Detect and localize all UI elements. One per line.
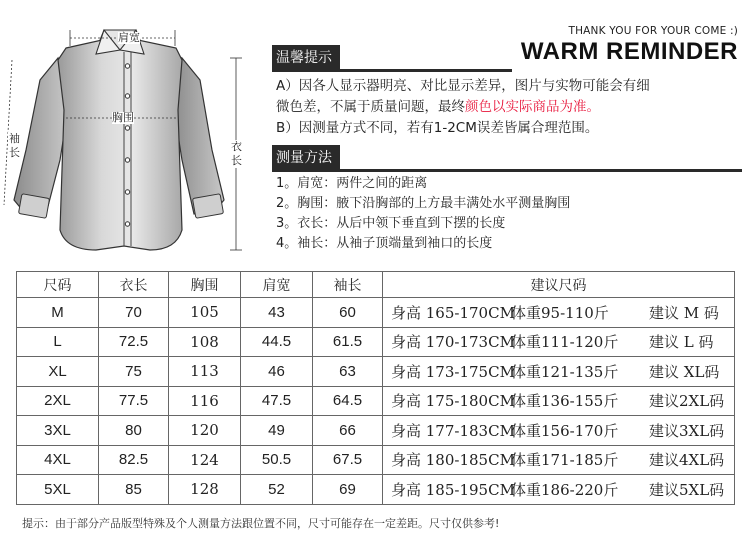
cell-size: M: [17, 298, 99, 328]
reco-advice: 建议3XL码: [649, 421, 725, 440]
table-row: [17, 298, 735, 328]
cell-length: 77.5: [99, 386, 169, 416]
reco-height: 身高 180-185CM: [391, 451, 515, 470]
reco-height: 身高 175-180CM: [391, 392, 515, 411]
table-row: [17, 386, 735, 416]
cell-recommendation: [383, 416, 735, 446]
reco-weight: 体重121-135斤: [511, 362, 619, 381]
reco-weight: 体重186-220斤: [511, 480, 619, 499]
cell-recommendation: [383, 445, 735, 475]
reco-height: 身高 185-195CM: [391, 480, 515, 499]
cell-length: 80: [99, 416, 169, 446]
cell-size: 5XL: [17, 475, 99, 505]
reco-advice: 建议 L 码: [649, 333, 714, 352]
chest-label: 胸围: [112, 111, 134, 124]
method-line-4: 4。袖长：从袖子顶端量到袖口的长度: [276, 236, 493, 251]
cell-shoulder: 46: [241, 357, 313, 387]
reco-height: 身高 165-170CM: [391, 303, 515, 322]
size-table: [16, 271, 735, 505]
reco-advice: 建议4XL码: [649, 451, 725, 470]
footnote: 提示：由于部分产品版型特殊及个人测量方法跟位置不同，尺寸可能存在一定差距。尺寸仅供参考!: [22, 517, 500, 530]
tip-line-a2-highlight: 颜色以实际商品为准。: [465, 99, 600, 115]
cell-chest: 105: [169, 298, 241, 328]
cell-shoulder: 44.5: [241, 327, 313, 357]
cell-length: 82.5: [99, 445, 169, 475]
reco-height: 身高 173-175CM: [391, 362, 515, 381]
header-sleeve: 袖长: [313, 272, 383, 298]
warm-reminder-title: WARM REMINDER: [520, 38, 738, 65]
reco-weight: 体重136-155斤: [511, 392, 619, 411]
cell-sleeve: 60: [313, 298, 383, 328]
reco-weight: 体重171-185斤: [511, 451, 619, 470]
cell-chest: 108: [169, 327, 241, 357]
thanks-text: THANK YOU FOR YOUR COME :): [568, 25, 738, 37]
reco-advice: 建议 M 码: [649, 303, 719, 322]
reco-weight: 体重156-170斤: [511, 421, 619, 440]
table-row: [17, 357, 735, 387]
cell-length: 72.5: [99, 327, 169, 357]
cell-chest: 120: [169, 416, 241, 446]
table-row: [17, 416, 735, 446]
length-label: 衣长: [231, 140, 242, 167]
reco-height: 身高 170-173CM: [391, 333, 515, 352]
cell-sleeve: 64.5: [313, 386, 383, 416]
cell-shoulder: 49: [241, 416, 313, 446]
header-advice: 建议尺码: [383, 272, 735, 298]
reco-weight: 体重95-110斤: [511, 303, 609, 322]
reco-height: 身高 177-183CM: [391, 421, 515, 440]
cell-size: 4XL: [17, 445, 99, 475]
cell-chest: 116: [169, 386, 241, 416]
cell-length: 70: [99, 298, 169, 328]
tip-line-b: B）因测量方式不同，若有1-2CM误差皆属合理范围。: [276, 120, 599, 136]
cell-recommendation: [383, 298, 735, 328]
method-line-2: 2。胸围：腋下沿胸部的上方最丰满处水平测量胸围: [276, 196, 571, 211]
cell-sleeve: 67.5: [313, 445, 383, 475]
shirt-diagram: [0, 0, 262, 262]
cell-length: 75: [99, 357, 169, 387]
table-row: [17, 327, 735, 357]
cell-sleeve: 69: [313, 475, 383, 505]
cell-size: 3XL: [17, 416, 99, 446]
section-rule: [272, 169, 742, 172]
shoulder-label: 肩宽: [118, 31, 140, 44]
table-row: [17, 445, 735, 475]
reco-advice: 建议2XL码: [649, 392, 725, 411]
tip-line-a2-text: 微色差，不属于质量问题，最终: [276, 99, 465, 115]
section-rule: [272, 69, 512, 72]
cell-shoulder: 50.5: [241, 445, 313, 475]
warm-reminder-panel: [272, 0, 742, 262]
reco-weight: 体重111-120斤: [511, 333, 619, 352]
method-line-1: 1。肩宽：两件之间的距离: [276, 176, 428, 191]
method-line-3: 3。衣长：从后中领下垂直到下摆的长度: [276, 216, 506, 231]
section-method-title: 测量方法: [272, 145, 340, 171]
tip-line-a1: A）因各人显示器明亮、对比显示差异，图片与实物可能会有细: [276, 78, 650, 94]
header-length: 衣长: [99, 272, 169, 298]
cell-size: XL: [17, 357, 99, 387]
section-tips-title: 温馨提示: [272, 45, 340, 71]
cell-sleeve: 61.5: [313, 327, 383, 357]
cell-recommendation: [383, 357, 735, 387]
cell-shoulder: 47.5: [241, 386, 313, 416]
cell-recommendation: [383, 475, 735, 505]
header-size: 尺码: [17, 272, 99, 298]
header-shoulder: 肩宽: [241, 272, 313, 298]
cell-recommendation: [383, 327, 735, 357]
cell-size: L: [17, 327, 99, 357]
sleeve-label: 袖长: [9, 132, 20, 159]
cell-sleeve: 63: [313, 357, 383, 387]
header-chest: 胸围: [169, 272, 241, 298]
reco-advice: 建议 XL码: [649, 362, 720, 381]
table-row: [17, 475, 735, 505]
tip-line-a2: [276, 97, 600, 117]
cell-chest: 113: [169, 357, 241, 387]
cell-shoulder: 43: [241, 298, 313, 328]
reco-advice: 建议5XL码: [649, 480, 725, 499]
table-header-row: [17, 272, 735, 298]
cell-chest: 124: [169, 445, 241, 475]
cell-length: 85: [99, 475, 169, 505]
cell-sleeve: 66: [313, 416, 383, 446]
cell-shoulder: 52: [241, 475, 313, 505]
cell-chest: 128: [169, 475, 241, 505]
cell-size: 2XL: [17, 386, 99, 416]
cell-recommendation: [383, 386, 735, 416]
